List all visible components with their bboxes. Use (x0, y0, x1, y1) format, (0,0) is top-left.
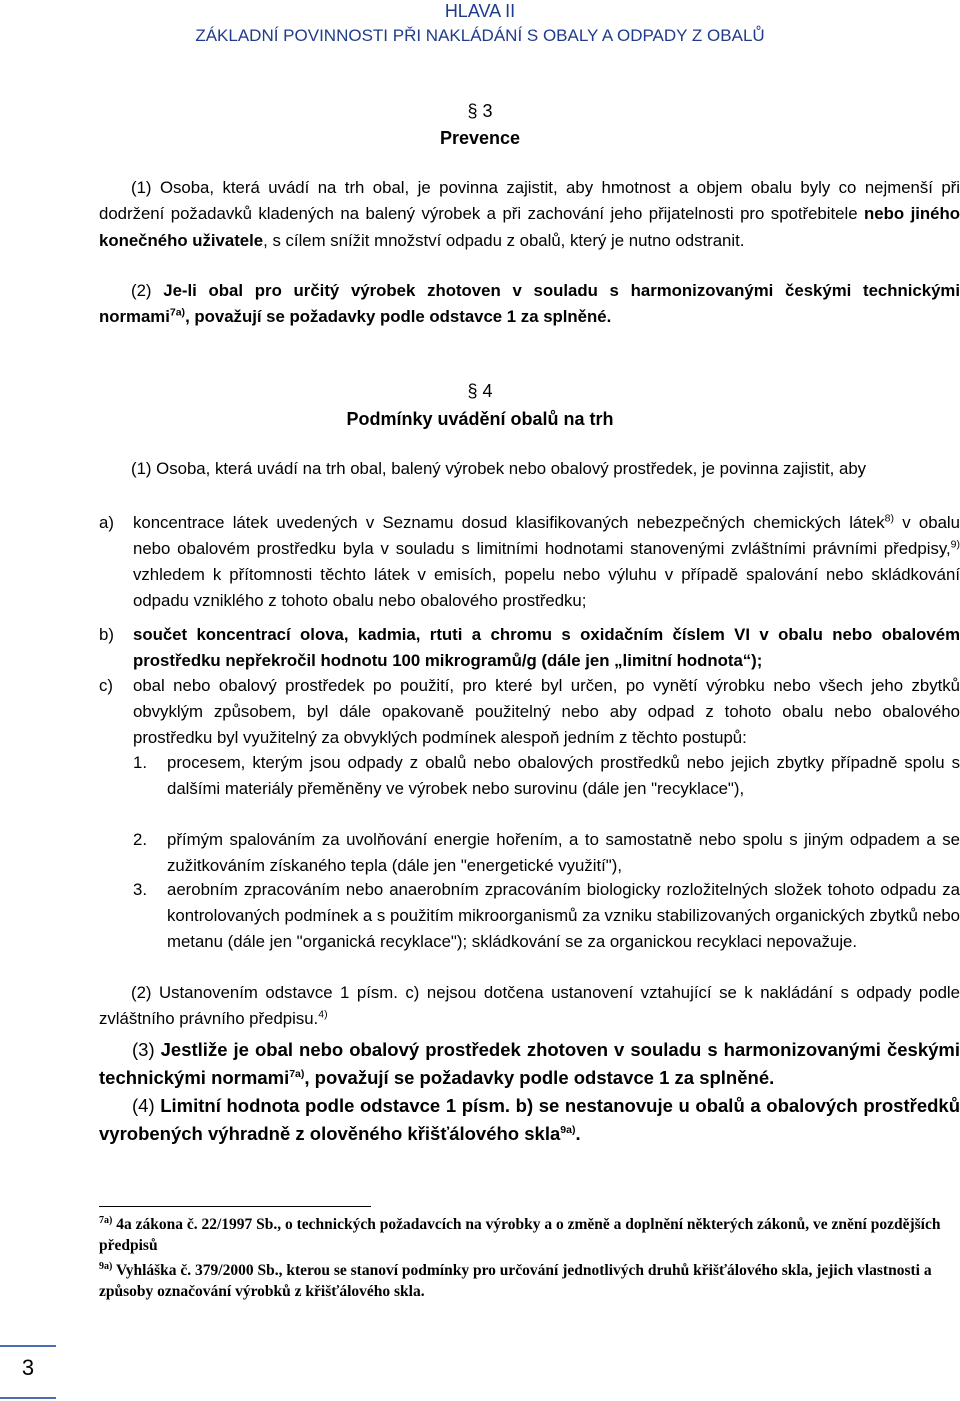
footnote-separator (99, 1206, 371, 1207)
section-3-paragraph-2: (2) Je-li obal pro určitý výrobek zhotoven v souladu s harmonizovanými českými technickými normami$^{7a)}$, považují se požadavky podle odstavce 1 za splněné. (99, 281, 960, 327)
part-title: ZÁKLADNÍ POVINNOSTI PŘI NAKLÁDÁNÍ S OBALY A ODPADY Z OBALŮ (195, 26, 765, 45)
footnote-7a: $^{7a)}$ 4a zákona č. 22/1997 Sb., o technických požadavcích na výrobky a o změně a doplnění některých zákonů, ve znění pozdějších předpisů (99, 1214, 941, 1254)
footnote-9a: $^{9a)}$ Vyhláška č. 379/2000 Sb., kterou se stanoví podmínky pro určování jednotlivých druhů křišťálového skla, jejich vlastnosti a způsoby označování výrobků z křišťálového skla. (99, 1260, 932, 1300)
item-c-label: c) (99, 676, 113, 695)
item-b (99, 622, 960, 674)
item-b-text: součet koncentrací olova, kadmia, rtuti a chromu s oxidačním číslem VI v obalu nebo obalovém prostředku nepřekročil hodnotu 100 mikrogramů/g (dále jen „limitní hodnota“); (133, 625, 960, 670)
section-4-paragraph-4: (4) Limitní hodnota podle odstavce 1 písm. b) se nestanovuje u obalů a obalových prostředků vyrobených výhradně z olověného křišťálového skla$^{9a)}$. (99, 1095, 960, 1144)
item-a (99, 510, 960, 614)
list-item-3: 3. aerobním zpracováním nebo anaerobním zpracováním biologicky rozložitelných složek tohoto odpadu za kontrolovaných podmínek a s použitím mikroorganismů za vzniku stabilizovaných organických zbytků nebo metanu (dále jen "organická recyklace"); skládkování se za organickou recyklaci nepovažuje. (133, 880, 960, 951)
section-4-paragraph-2: (2) Ustanovením odstavce 1 písm. c) nejsou dotčena ustanovení vztahující se k nakládání s odpady podle zvláštního právního předpisu.$^{4)}$ (99, 983, 960, 1029)
section-3-number: § 3 (467, 101, 493, 121)
section-3-paragraph-1: (1) Osoba, která uvádí na trh obal, je povinna zajistit, aby hmotnost a objem obalu byly co nejmenší při dodržení požadavků kladených na balený výrobek a při zachování jeho přijatelnosti pro spotřebitele nebo jiného konečného uživatele, s cílem snížit množství odpadu z obalů, který je nutno odstranit. (99, 178, 960, 250)
item-c-text: obal nebo obalový prostředek po použití, pro které byl určen, po vynětí výrobku nebo všech jeho zbytků obvyklým způsobem, byl dále opakovaně použitelný nebo aby odpad z tohoto obalu nebo obalového prostředku byl využitelný za obvyklých podmínek alespoň jedním z těchto postupů: (133, 676, 960, 747)
page-number: 3 (21, 1355, 35, 1380)
section-4-paragraph-1: (1) Osoba, která uvádí na trh obal, balený výrobek nebo obalový prostředek, je povinna zajistit, aby (131, 459, 867, 478)
section-4-paragraph-3: (3) Jestliže je obal nebo obalový prostředek zhotoven v souladu s harmonizovanými českými technickými normami$^{7a)}$, považují se požadavky podle odstavce 1 za splněné. (99, 1039, 960, 1088)
item-b-label: b) (99, 625, 114, 644)
list-item-1: 1. procesem, kterým jsou odpady z obalů nebo obalových prostředků nebo jejich zbytky případně spolu s dalšími materiály přeměněny ve výrobek nebo surovinu (dále jen "recyklace"), (133, 753, 960, 798)
part-heading: HLAVA II (444, 1, 516, 21)
item-a-text: koncentrace látek uvedených v Seznamu dosud klasifikovaných nebezpečných chemických látek$^{8)}$ v obalu nebo obalovém prostředku byla v souladu s limitními hodnotami stanovenými zvláštními právními předpisy,$^{9)}$ vzhledem k přítomnosti těchto látek v emisích, popelu nebo výluhu v případě spalování nebo skládkování odpadu vzniklého z tohoto obalu nebo obalového prostředku; (133, 512, 960, 610)
item-c (99, 673, 960, 751)
section-4-number: § 4 (467, 381, 493, 401)
list-item-2: 2. přímým spalováním za uvolňování energie hořením, a to samostatně nebo spolu s jiným odpadem a se zužitkováním získaného tepla (dále jen "energetické využití"), (133, 830, 960, 875)
section-3-title: Prevence (439, 128, 521, 148)
item-a-label: a) (99, 513, 114, 532)
section-4-title: Podmínky uvádění obalů na trh (346, 409, 614, 429)
